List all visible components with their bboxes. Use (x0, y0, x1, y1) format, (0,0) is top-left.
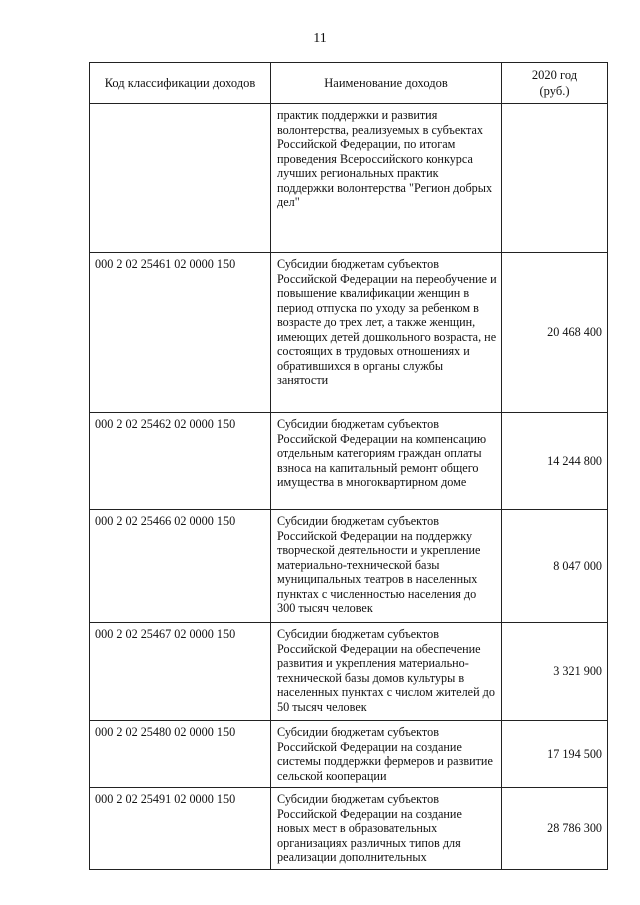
header-amount-year: 2020 год (531, 68, 578, 82)
income-name (271, 721, 502, 788)
income-name-text: Субсидии бюджетам субъектов Российской Федерации на компенсацию отдельным категориям граждан оплаты взноса на капитальный ремонт общего имущества в многоквартирном доме (277, 417, 487, 489)
income-name (271, 510, 502, 623)
income-amount: 28 786 300 (502, 788, 608, 870)
table-row (90, 721, 608, 788)
income-code: 000 2 02 25462 02 0000 150 (90, 413, 271, 510)
income-name-text: Субсидии бюджетам субъектов Российской Федерации на переобучение и повышение квалификации женщин в период отпуска по уходу за ребенком в возрасте до трех лет, а также женщин, имеющих детей дошкольного возраста, не состоящих в трудовых отношениях и обратившихся в органы службы занятости (277, 257, 497, 387)
income-amount: 17 194 500 (502, 721, 608, 788)
table-row (90, 413, 608, 510)
income-name (271, 104, 502, 253)
income-name-text: Субсидии бюджетам субъектов Российской Федерации на поддержку творческой деятельности и укрепление материально-технической базы муниципальных театров в населенных пунктах с численностью населения до 300 тысяч человек (277, 514, 481, 615)
income-name-text: Субсидии бюджетам субъектов Российской Федерации на создание системы поддержки фермеров и развитие сельской кооперации (277, 725, 493, 783)
income-amount (502, 104, 608, 253)
page-number: 11 (313, 31, 327, 46)
income-amount: 3 321 900 (502, 623, 608, 721)
income-name-text: Субсидии бюджетам субъектов Российской Федерации на создание новых мест в образовательных организациях различных типов для реализации дополнительных (277, 792, 462, 864)
income-name (271, 623, 502, 721)
table-row (90, 510, 608, 623)
income-name (271, 788, 502, 870)
income-amount: 8 047 000 (502, 510, 608, 623)
income-code: 000 2 02 25467 02 0000 150 (90, 623, 271, 721)
income-name (271, 253, 502, 413)
income-code: 000 2 02 25461 02 0000 150 (90, 253, 271, 413)
income-code: 000 2 02 25466 02 0000 150 (90, 510, 271, 623)
header-amount (502, 63, 608, 104)
income-code: 000 2 02 25480 02 0000 150 (90, 721, 271, 788)
table-row (90, 788, 608, 870)
header-amount-unit: (руб.) (539, 84, 570, 98)
income-name-text: Субсидии бюджетам субъектов Российской Федерации на обеспечение развития и укрепления материально-технической базы домов культуры в населенных пунктах с числом жителей до 50 тысяч человек (277, 627, 495, 714)
income-amount: 20 468 400 (502, 253, 608, 413)
income-amount: 14 244 800 (502, 413, 608, 510)
income-code: 000 2 02 25491 02 0000 150 (90, 788, 271, 870)
table-header-row (90, 63, 608, 104)
header-name: Наименование доходов (271, 63, 502, 104)
income-name (271, 413, 502, 510)
table-row (90, 623, 608, 721)
table-row (90, 104, 608, 253)
income-table (89, 62, 608, 870)
income-name-text: практик поддержки и развития волонтерства, реализуемых в субъектах Российской Федерации, по итогам проведения Всероссийского конкурса лучших региональных практик поддержки волонтерства "Регион добрых дел" (277, 108, 493, 209)
header-code: Код классификации доходов (90, 63, 271, 104)
table-row (90, 253, 608, 413)
income-code (90, 104, 271, 253)
